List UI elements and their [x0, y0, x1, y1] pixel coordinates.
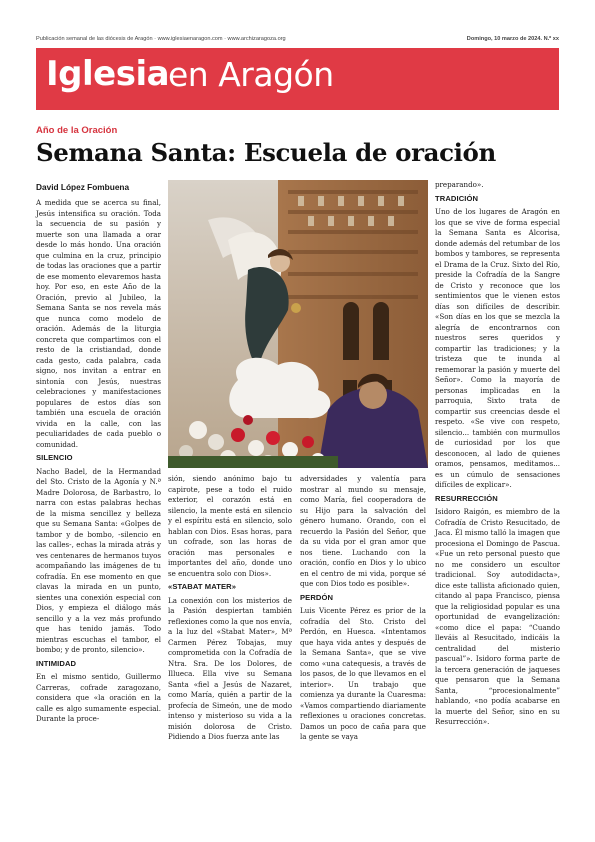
subheading-silencio: SILENCIO — [36, 453, 73, 462]
masthead — [36, 48, 559, 110]
paragraph: preparando». — [435, 180, 484, 189]
subheading-tradicion: TRADICIÓN — [435, 193, 479, 203]
article-author: David López Fombuena — [36, 182, 130, 192]
paragraph: adversidades y valentía para mostrar al mundo su mensaje, como María, fiel cooperadora de su Hijo para la salvación del género humano. Orando, con el recuerdo la Pasión del Señor, que da su vida por el gran amor que nos tiene. Luchando con la oración, confío en Dios y lo ubico en el centro de mi vida, porque sé que con Dios todo es posible». — [300, 474, 426, 588]
issue-date: Domingo, 10 marzo de 2024. N.º xx — [466, 36, 559, 42]
article-headline: Semana Santa: Escuela de oración — [36, 138, 496, 167]
masthead-title-iglesia: Iglesia — [46, 54, 170, 94]
paragraph: Uno de los lugares de Aragón en los que se vive de forma especial la Semana Santa es Alcorisa, donde además del retumbar de los bombos y tambores, se representa el Drama de la Cruz. Sixto del Río, preside la Cofradía de la Sangre de Cristo y reconoce que los sentimientos que le vienen estos días son difíciles de describir. «Son días en los que se mezcla la alegría de encontrarnos con nuestros seres queridos y compartir las tradiciones; y la tristeza que te inunda al rememorar la pasión y muerte del Señor». Como la mayoría de personas implicadas en la parroquia, Sixto trata de compartir sus creencias desde el respeto. «Se vive con respeto, silencio... también con murmullos de curiosidad por los que desconocen, al lado de quienes oramos, pensamos, meditamos... es un cúmulo de sensaciones difíciles de explicar». — [435, 207, 560, 489]
subheading-stabat-mater: «STABAT MATER» — [168, 582, 237, 591]
procession-photo — [168, 180, 428, 468]
column-1 — [36, 198, 161, 725]
publication-info-bar — [36, 36, 559, 46]
procession-image — [168, 180, 428, 468]
publication-info: Publicación semanal de las diócesis de Aragón · www.iglesiaenaragon.com · www.archizaragoza.org — [36, 36, 286, 42]
section-label: Año de la Oración — [36, 125, 118, 136]
column-4 — [435, 180, 560, 728]
paragraph: Luis Vicente Pérez es prior de la cofradía del Sto. Cristo del Perdón, en Huesca. «Intentamos que haya vida antes y después de la Semana Santa», que se vive como «una catequesis, a través de los pasos, de lo que llevamos en el interior». Un trabajo que comienza ya durante la Cuaresma: «Vamos compartiendo diariamente reflexiones u oraciones concretas. Damos un poco de caña para que la gente se vaya — [300, 606, 426, 741]
subheading-intimidad: INTIMIDAD — [36, 658, 77, 668]
subheading-resurreccion: RESURRECCIÓN — [435, 493, 498, 503]
intro-paragraph: A medida que se acerca su final, Jesús intensifica su oración. Toda la secuencia de su pasión y muerte son una llamada a orar desde lo más hondo. Una oración que culmina en la cruz, principio de todas las oraciones que a partir de ese momento elevaremos hasta hoy. Por eso, en este Año de la Oración, previo al Jubileo, la Semana Santa se nos revela más que nunca como modelo de oración. Además de la liturgia concreta que compartimos con el resto de la cristiandad, donde cada gesto, cada palabra, cada signo, nos invitan a entrar en sintonía con Jesús, nuestras celebraciones y manifestaciones populares de estos días son también una escuela de oración vivida en la calle, con las peculiaridades de cada pueblo o comunidad. — [36, 198, 161, 449]
paragraph: sión, siendo anónimo bajo tu capirote, pese a todo el ruido exterior, el corazón está en silencio, la mente está en silencio y el espíritu está en silencio, solo hablan con Dios. Esas horas, para un cofrade, son las horas de oración mas personales e importantes del año, donde uno se encuentra solo con Dios». — [168, 474, 292, 578]
paragraph: Isidoro Raigón, es miembro de la Cofradía de Cristo Resucitado, de Jaca. Él mismo talló la imagen que procesiona el Domingo de Pascua. «Fue un reto personal puesto que no me considero un escultor tradicional. Soy autodidacta», dice este tallista aficionado quien, citando al papa Francisco, piensa que la religiosidad popular es una oportunidad de evangelización: «como dice el papa: “Cuando lleváis al Resucitado, indicáis la centralidad del misterio pascual”». Isidoro forma parte de la tercera generación de jaqueses que pensaron que la Semana Santa, “procesionalmente” hablando, «no podía acabarse en la muerte del Señor, sino en su Resurrección». — [435, 507, 560, 726]
subheading-perdon: PERDÓN — [300, 592, 334, 602]
paragraph: Nacho Badel, de la Hermandad del Sto. Cristo de la Agonía y N.ª Madre Dolorosa, de Barbastro, lo narra con estas palabras hechas de la misma sencillez y belleza que su Semana Santa: «Golpes de tambor y de bombo, -silencio en las calles-, echas la mirada atrás y ves centenares de hermanos tuyos acompañando las imágenes de tu cofradía. En ese momento en que clavas la mirada en un punto, sientes una conexión especial con Dios, y empieza el diálogo más sencillo y a la vez más profundo que has tenido jamás. Todo mientras escuchas el tambor, el bombo; y de pronto, silencio». — [36, 466, 161, 654]
column-3 — [300, 474, 426, 743]
paragraph: La conexión con los misterios de la Pasión despiertan también reflexiones como la que nos envía, a la luz del «Stabat Mater», Mª Carmen Pérez Tobajas, muy comprometida con la Cofradía de Ntra. Sra. De los Dolores, de Illueca. Ella vive su Semana Santa «fiel a Jesús de Nazaret, como María, quién a partir de la profecía de Simeón, une de modo intenso y misterioso su vida a la misión dolorosa de Cristo. Pidiendo a Dios fuerza ante las — [168, 595, 292, 741]
masthead-title-en-aragon: en Aragón — [168, 55, 334, 94]
column-2 — [168, 474, 292, 743]
paragraph: En el mismo sentido, Guillermo Carreras, cofrade zaragozano, considera que «la oración en la calle es algo sumamente especial. Durante la proce- — [36, 672, 161, 723]
